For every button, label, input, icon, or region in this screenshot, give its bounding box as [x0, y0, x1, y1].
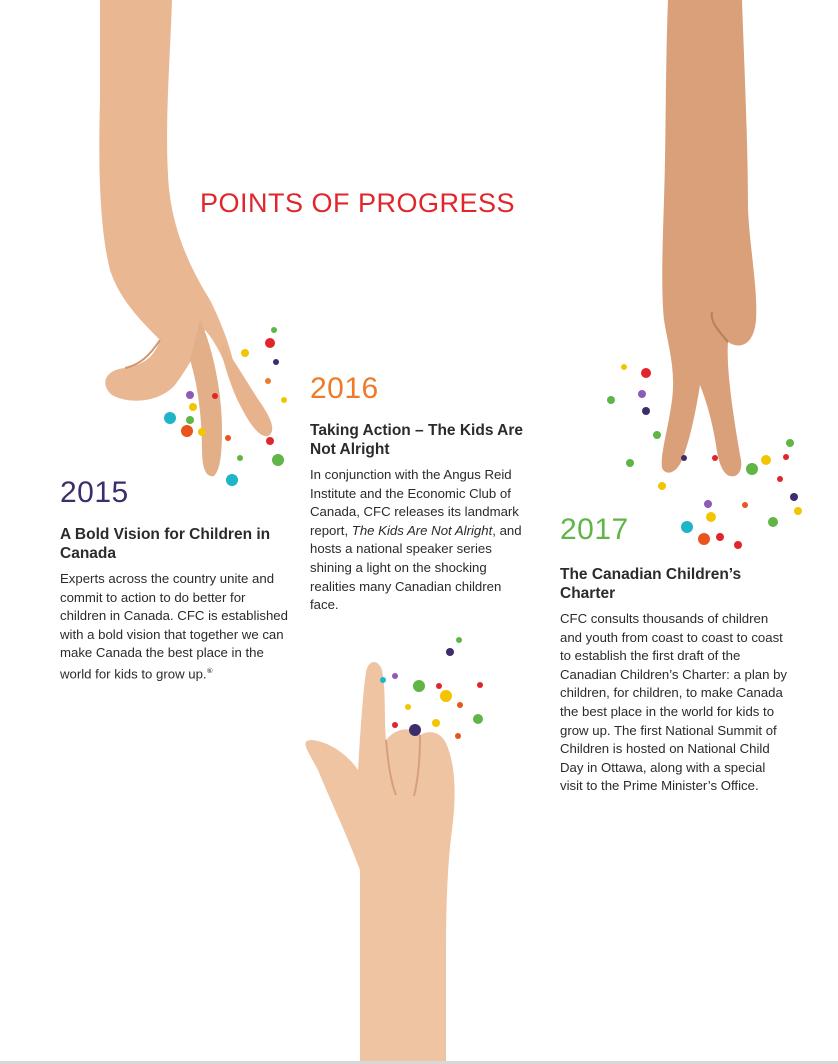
year-2016: 2016	[310, 372, 379, 405]
body-2016-text-a: In conjunction with the Angus Reid Institute and the Economic Club of Canada, CFC releases its landmark report,	[310, 467, 519, 538]
heading-2015: A Bold Vision for Children in Canada	[60, 526, 271, 562]
body-2017: CFC consults thousands of children and youth from coast to coast to coast to establish the first draft of the Canadian Children’s Charter: a plan by children, for children, to make Canada the best place in the world for kids to grow up. The first National Summit of Children is hosted on National Child Day in Ottawa, along with a special visit to the Prime Minister’s Office.	[560, 611, 788, 794]
heading-2016: Taking Action – The Kids Are Not Alright	[310, 422, 524, 458]
report-title: The Kids Are Not Alright	[351, 522, 493, 538]
body-2016-text-b: , and hosts a national speaker series shining a light on the shocking realities many Canadian children face.	[310, 522, 522, 613]
body-2015-text: Experts across the country unite and commit to action to do better for children in Canada. CFC is established with a bold vision that together we can make Canada the best place in the world for kids to grow up.	[60, 571, 288, 682]
body-2015	[60, 570, 290, 684]
body-2016	[310, 466, 530, 615]
heading-2017: The Canadian Children’s Charter	[560, 566, 742, 602]
footnote-mark: ⑥	[206, 667, 213, 675]
right-hand-image	[662, 0, 757, 476]
page-title: POINTS OF PROGRESS	[200, 188, 516, 218]
confetti-bottom	[380, 637, 483, 739]
left-hand-image	[99, 0, 272, 476]
year-2015: 2015	[60, 476, 129, 509]
year-2017: 2017	[560, 513, 629, 546]
